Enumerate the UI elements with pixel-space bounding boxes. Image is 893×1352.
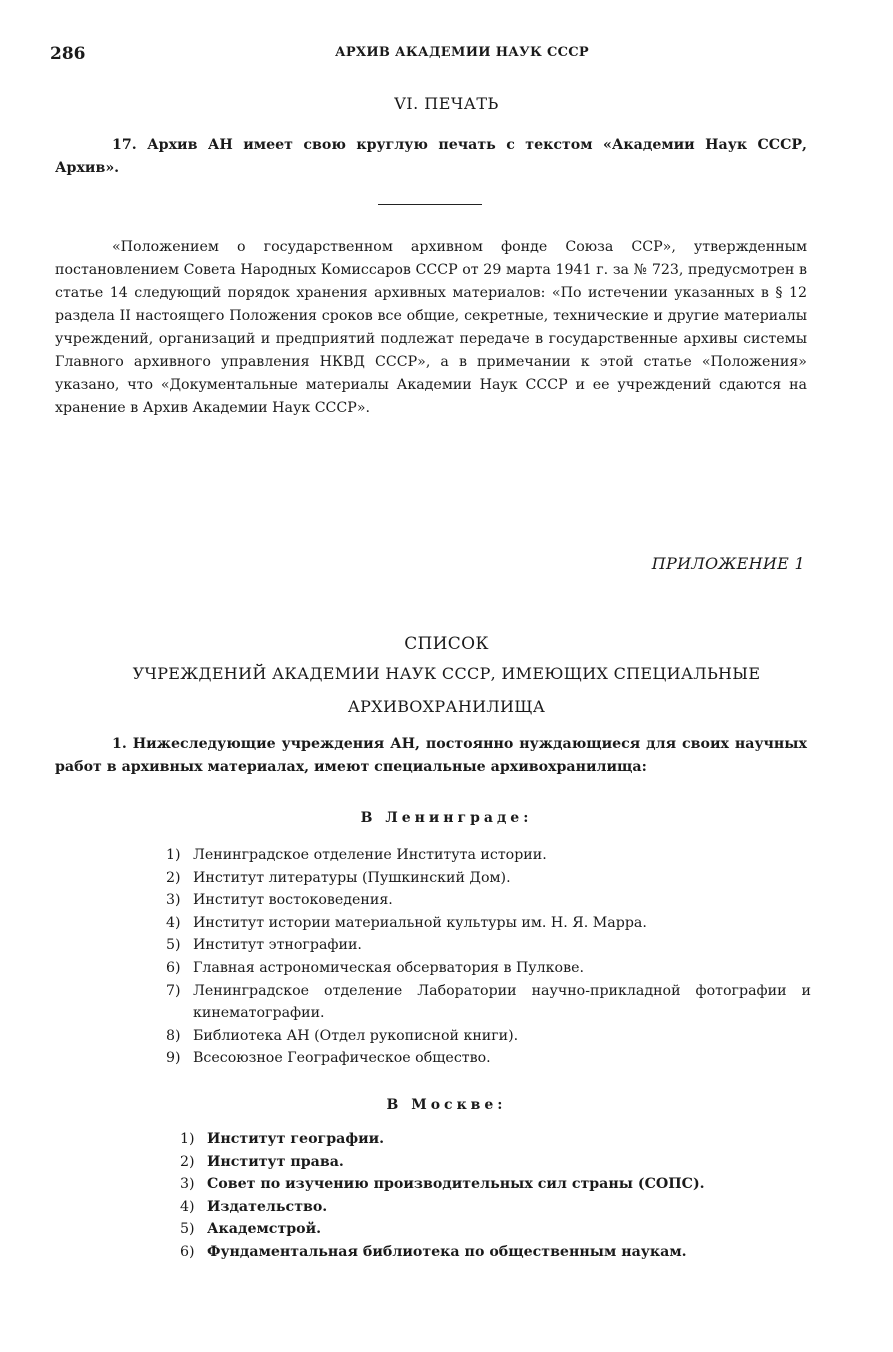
list-title-line-3: АРХИВОХРАНИЛИЩА — [347, 697, 546, 716]
item-number: 4) — [180, 1198, 195, 1215]
list-item — [180, 1128, 740, 1151]
item-number: 6) — [180, 1243, 195, 1260]
footnote-paragraph: «Положением о государственном архивном фонде Союза ССР», утвержденным постановлением Совета Народных Комиссаров СССР от 29 марта 1941 г. за № 723, предусмотрен в статье 14 следующий порядок хранения архивных материалов: «По истечении указанных в § 12 раздела II настоящего Положения сроков все общие, секретные, технические и другие материалы учреждений, организаций и предприятий подлежат передаче в государственные архивы системы Главного архивного управления НКВД СССР», а в примечании к этой статье «Положения» указано, что «Документальные материалы Академии Наук СССР и ее учреждений сдаются на хранение в Архив Академии Наук СССР». — [55, 239, 807, 416]
list-item — [180, 1241, 740, 1264]
item-text: Академстрой. — [207, 1221, 322, 1238]
item-text: Ленинградское отделение Лаборатории научно-прикладной фотографии и кинематографии. — [193, 982, 811, 1022]
section-title: VI. ПЕЧАТЬ — [394, 94, 499, 113]
item-number: 5) — [180, 1221, 195, 1238]
appendix-label: ПРИЛОЖЕНИЕ 1 — [651, 554, 805, 573]
item-number: 3) — [180, 1176, 195, 1193]
item-text: Институт права. — [207, 1153, 344, 1170]
item-number: 2) — [180, 1153, 195, 1170]
item-number: 7) — [166, 982, 181, 999]
section-divider — [378, 204, 482, 205]
item-text: Институт истории материальной культуры им. Н. Я. Марра. — [193, 914, 647, 931]
item-text: Библиотека АН (Отдел рукописной книги). — [193, 1027, 519, 1044]
item-text: Фундаментальная библиотека по общественным наукам. — [207, 1243, 687, 1260]
list-item — [166, 980, 811, 1025]
list-item — [180, 1218, 740, 1241]
item-text: Институт востоковедения. — [193, 892, 393, 909]
list-item — [166, 957, 811, 980]
list-item — [166, 844, 811, 867]
list-item — [166, 889, 811, 912]
list-title-line-1: СПИСОК — [404, 634, 489, 654]
list-item — [180, 1196, 740, 1219]
item-number: 5) — [166, 937, 181, 954]
item-number: 4) — [166, 914, 181, 931]
list-item — [166, 1025, 811, 1048]
item-text: Издательство. — [207, 1198, 328, 1215]
item-number: 1) — [166, 847, 181, 863]
list-item — [166, 912, 811, 935]
list-title-line-2: УЧРЕЖДЕНИЙ АКАДЕМИИ НАУК СССР, ИМЕЮЩИХ СПЕЦИАЛЬНЫЕ — [132, 664, 761, 683]
item-text: Ленинградское отделение Института истории. — [193, 847, 547, 863]
list-item — [166, 1047, 811, 1070]
item-text: Институт этнографии. — [193, 937, 362, 954]
item-text: Всесоюзное Географическое общество. — [193, 1050, 491, 1067]
item-number: 8) — [166, 1027, 181, 1044]
list-item — [180, 1173, 740, 1196]
appendix-intro: 1. Нижеследующие учреждения АН, постоянно нуждающиеся для своих научных работ в архивных материалах, имеют специальные архивохранилища: — [55, 736, 807, 775]
moscow-list — [180, 1128, 740, 1264]
moscow-heading: В Москве: — [386, 1097, 507, 1113]
item-number: 9) — [166, 1050, 181, 1067]
running-title: АРХИВ АКАДЕМИИ НАУК СССР — [335, 45, 589, 60]
list-item — [166, 934, 811, 957]
item-number: 6) — [166, 959, 181, 976]
item-text: Институт географии. — [207, 1131, 385, 1147]
list-item — [166, 867, 811, 890]
item-number: 2) — [166, 869, 181, 886]
item-number: 3) — [166, 892, 181, 909]
leningrad-heading: В Ленинграде: — [360, 810, 533, 826]
item-text: Совет по изучению производительных сил страны (СОПС). — [207, 1176, 705, 1193]
paragraph-17: 17. Архив АН имеет свою круглую печать с текстом «Академии Наук СССР, Архив». — [55, 137, 807, 176]
item-text: Главная астрономическая обсерватория в Пулкове. — [193, 959, 584, 976]
item-number: 1) — [180, 1131, 195, 1147]
list-item — [180, 1151, 740, 1174]
leningrad-list — [166, 844, 811, 1070]
page-number: 286 — [50, 44, 86, 64]
item-text: Институт литературы (Пушкинский Дом). — [193, 869, 511, 886]
